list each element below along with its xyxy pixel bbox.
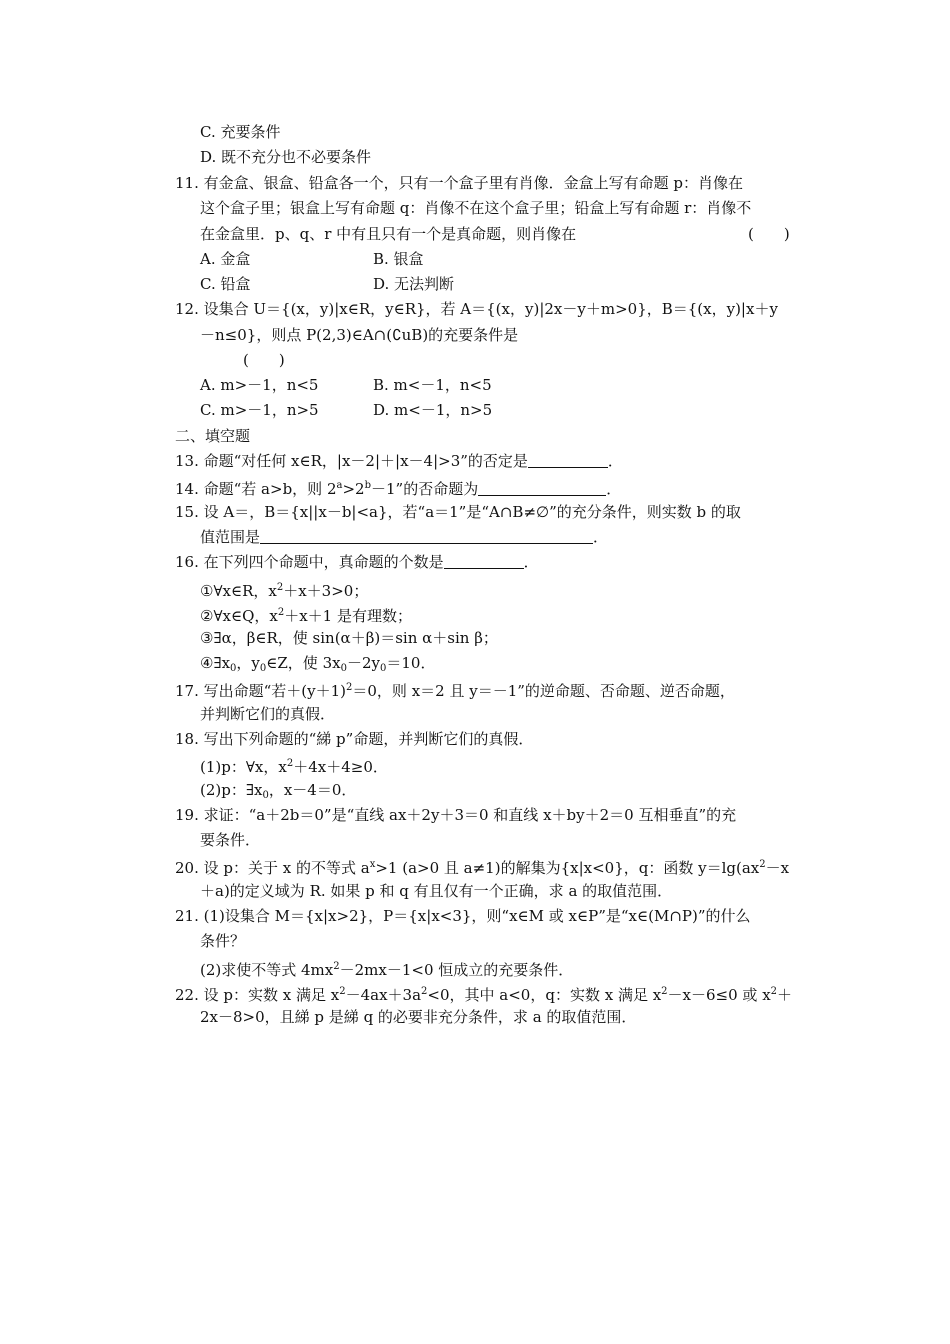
text-line-l19 <box>200 527 608 547</box>
line-text: ①∀x∈R，x <box>200 582 277 600</box>
line-text: (1)p：∀x，x <box>200 758 287 776</box>
subscript: 0 <box>340 663 347 674</box>
text-fragment: ． <box>606 480 622 498</box>
text-fragment: ＝10． <box>386 654 436 672</box>
superscript: 2 <box>346 682 353 693</box>
text-line-l06b <box>373 249 424 269</box>
line-text: D. m<－1，n>5 <box>373 401 493 419</box>
superscript: 2 <box>286 758 294 769</box>
text-fragment: ＋x＋3>0； <box>283 582 369 600</box>
text-fragment: <0，其中 a<0，q：实数 x 满足 x <box>427 986 662 1004</box>
subscript: 0 <box>380 663 387 674</box>
line-text: ( ) <box>748 225 790 243</box>
text-fragment: ． <box>607 452 623 470</box>
answer-blank <box>478 481 606 496</box>
subscript: 0 <box>259 663 267 674</box>
text-line-l22 <box>200 603 412 626</box>
text-fragment: ＋ <box>777 986 793 1004</box>
line-text: 值范围是 <box>200 528 261 546</box>
line-text: 条件？ <box>200 932 246 950</box>
line-text: 要条件． <box>200 831 261 849</box>
text-fragment: －x <box>765 859 790 877</box>
text-fragment: ． <box>523 553 539 571</box>
text-line-l23 <box>200 628 498 648</box>
text-line-l38 <box>200 1007 636 1027</box>
line-text: 19. 求证：“a＋2b＝0”是“直线 ax＋2y＋3＝0 和直线 x＋by＋2＝0 互相垂直”的充 <box>175 806 737 824</box>
text-line-l07b <box>373 274 454 294</box>
text-line-l08 <box>175 299 778 319</box>
superscript: 2 <box>277 607 285 618</box>
text-line-l33 <box>200 881 672 901</box>
superscript: 2 <box>333 961 340 972</box>
text-line-l31 <box>200 830 260 850</box>
line-text: 这个盒子里；银盒上写有命题 q：肖像不在这个盒子里；铅盒上写有命题 r：肖像不 <box>200 199 752 217</box>
text-fragment: ，y <box>236 654 260 672</box>
text-line-l13 <box>175 426 250 446</box>
line-text: 14. 命题“若 a>b，则 2 <box>175 480 337 498</box>
text-line-l20 <box>175 552 539 572</box>
superscript: 2 <box>276 582 284 593</box>
text-line-l27 <box>175 729 533 749</box>
line-text: 2x－8>0，且綈 p 是綈 q 的必要非充分条件，求 a 的取值范围． <box>200 1008 637 1026</box>
line-text: 并判断它们的真假． <box>200 705 336 723</box>
line-text: 在金盒里．p、q、r 中有且只有一个是真命题，则肖像在 <box>200 225 577 243</box>
text-line-l35 <box>200 931 245 951</box>
line-text: 22. 设 p：实数 x 满足 x <box>175 986 340 1004</box>
text-line-l30 <box>175 805 736 825</box>
line-text: 12. 设集合 U＝{(x，y)|x∈R，y∈R}，若 A＝{(x，y)|2x－y＋m>0}，B＝{(x，y)|x＋y <box>175 300 778 318</box>
text-line-l21 <box>200 578 368 601</box>
answer-blank <box>444 554 524 569</box>
text-line-l10 <box>243 350 285 370</box>
text-fragment: ＋4x＋4≥0． <box>293 758 388 776</box>
text-line-l25 <box>175 678 735 701</box>
line-text: C. 充要条件 <box>200 123 281 141</box>
answer-blank <box>260 529 593 544</box>
text-line-l28 <box>200 754 388 777</box>
line-text: C. m>－1，n>5 <box>200 401 319 419</box>
line-text: C. 铅盒 <box>200 275 251 293</box>
superscript: 2 <box>339 986 346 997</box>
line-text: 11. 有金盒、银盒、铅盒各一个，只有一个盒子里有肖像．金盒上写有命题 p：肖像在 <box>175 174 743 192</box>
superscript: b <box>364 480 371 491</box>
line-text: D. 既不充分也不必要条件 <box>200 148 372 166</box>
line-text: A. 金盒 <box>200 250 251 268</box>
superscript: x <box>369 859 376 870</box>
text-fragment: ＝0，则 x＝2 且 y＝－1”的逆命题、否命题、逆否命题， <box>352 682 735 700</box>
text-line-l26 <box>200 704 335 724</box>
text-line-l36 <box>200 957 573 980</box>
text-line-l09 <box>200 325 518 345</box>
subscript: 0 <box>230 663 237 674</box>
line-text: 15. 设 A＝，B＝{x||x－b|<a}，若“a＝1”是“A∩B≠∅”的充分条件，则实数 b 的取 <box>175 503 741 521</box>
line-text: 20. 设 p：关于 x 的不等式 a <box>175 859 370 877</box>
line-text: ②∀x∈Q，x <box>200 607 278 625</box>
text-fragment: >1 (a>0 且 a≠1)的解集为{x|x<0}，q：函数 y＝lg(ax <box>375 859 760 877</box>
superscript: 2 <box>759 859 766 870</box>
line-text: ④∃x <box>200 654 231 672</box>
text-line-l24 <box>200 653 435 679</box>
text-line-l04 <box>200 198 751 218</box>
superscript: 2 <box>421 986 428 997</box>
text-line-l03 <box>175 173 743 193</box>
text-fragment: －2mx－1<0 恒成立的充要条件． <box>339 961 574 979</box>
line-text: B. m<－1，n<5 <box>373 376 492 394</box>
text-fragment: >2 <box>342 480 365 498</box>
line-text: －n≤0}，则点 P(2,3)∈A∩(∁uB)的充要条件是 <box>200 326 519 344</box>
text-fragment: ． <box>593 528 609 546</box>
text-line-l05 <box>200 224 576 244</box>
text-fragment: －2y <box>346 654 380 672</box>
text-line-l11b <box>373 375 492 395</box>
line-text: ＋a)的定义域为 R. 如果 p 和 q 有且仅有一个正确，求 a 的取值范围． <box>200 882 673 900</box>
subscript: 0 <box>262 790 269 801</box>
line-text: B. 银盒 <box>373 250 424 268</box>
line-text: A. m>－1，n<5 <box>200 376 319 394</box>
line-text: (2)求使不等式 4mx <box>200 961 334 979</box>
text-fragment: ＋x＋1 是有理数； <box>284 607 412 625</box>
text-line-l11 <box>200 375 318 395</box>
text-line-l18 <box>175 502 741 522</box>
text-line-l12 <box>200 400 319 420</box>
text-fragment: －4ax＋3a <box>345 986 422 1004</box>
line-text: 18. 写出下列命题的“綈 p”命题，并判断它们的真假． <box>175 730 534 748</box>
text-line-l12b <box>373 400 492 420</box>
text-line-l05b <box>748 224 790 244</box>
line-text: 13. 命题“对任何 x∈R，|x－2|＋|x－4|>3”的否定是 <box>175 452 528 470</box>
text-line-l01 <box>200 122 280 142</box>
line-text: 二、填空题 <box>175 427 251 445</box>
line-text: 16. 在下列四个命题中，真命题的个数是 <box>175 553 444 571</box>
text-line-l14 <box>175 451 623 471</box>
text-line-l02 <box>200 147 371 167</box>
superscript: 2 <box>661 986 668 997</box>
line-text: ③∃α，β∈R，使 sin(α＋β)＝sin α＋sin β； <box>200 629 498 647</box>
line-text: ( ) <box>243 351 285 369</box>
text-line-l32 <box>175 855 789 878</box>
line-text: (2)p：∃x <box>200 781 263 799</box>
superscript: a <box>336 480 343 491</box>
line-text: 21. (1)设集合 M＝{x|x>2}，P＝{x|x<3}，则“x∈M 或 x∈P”是“x∈(M∩P)”的什么 <box>175 907 751 925</box>
line-text: D. 无法判断 <box>373 275 455 293</box>
text-line-l07 <box>200 274 250 294</box>
text-fragment: －1”的否命题为 <box>371 480 479 498</box>
text-fragment: ∈Z，使 3x <box>266 654 341 672</box>
text-line-l16 <box>175 476 621 499</box>
line-text: 17. 写出命题“若＋(y＋1) <box>175 682 347 700</box>
answer-blank <box>528 453 608 468</box>
superscript: 2 <box>770 986 778 997</box>
text-line-l34 <box>175 906 751 926</box>
text-fragment: ，x－4＝0． <box>268 781 357 799</box>
text-line-l06 <box>200 249 250 269</box>
text-line-l37 <box>175 982 792 1005</box>
text-line-l29 <box>200 780 356 806</box>
text-fragment: －x－6≤0 或 x <box>667 986 771 1004</box>
